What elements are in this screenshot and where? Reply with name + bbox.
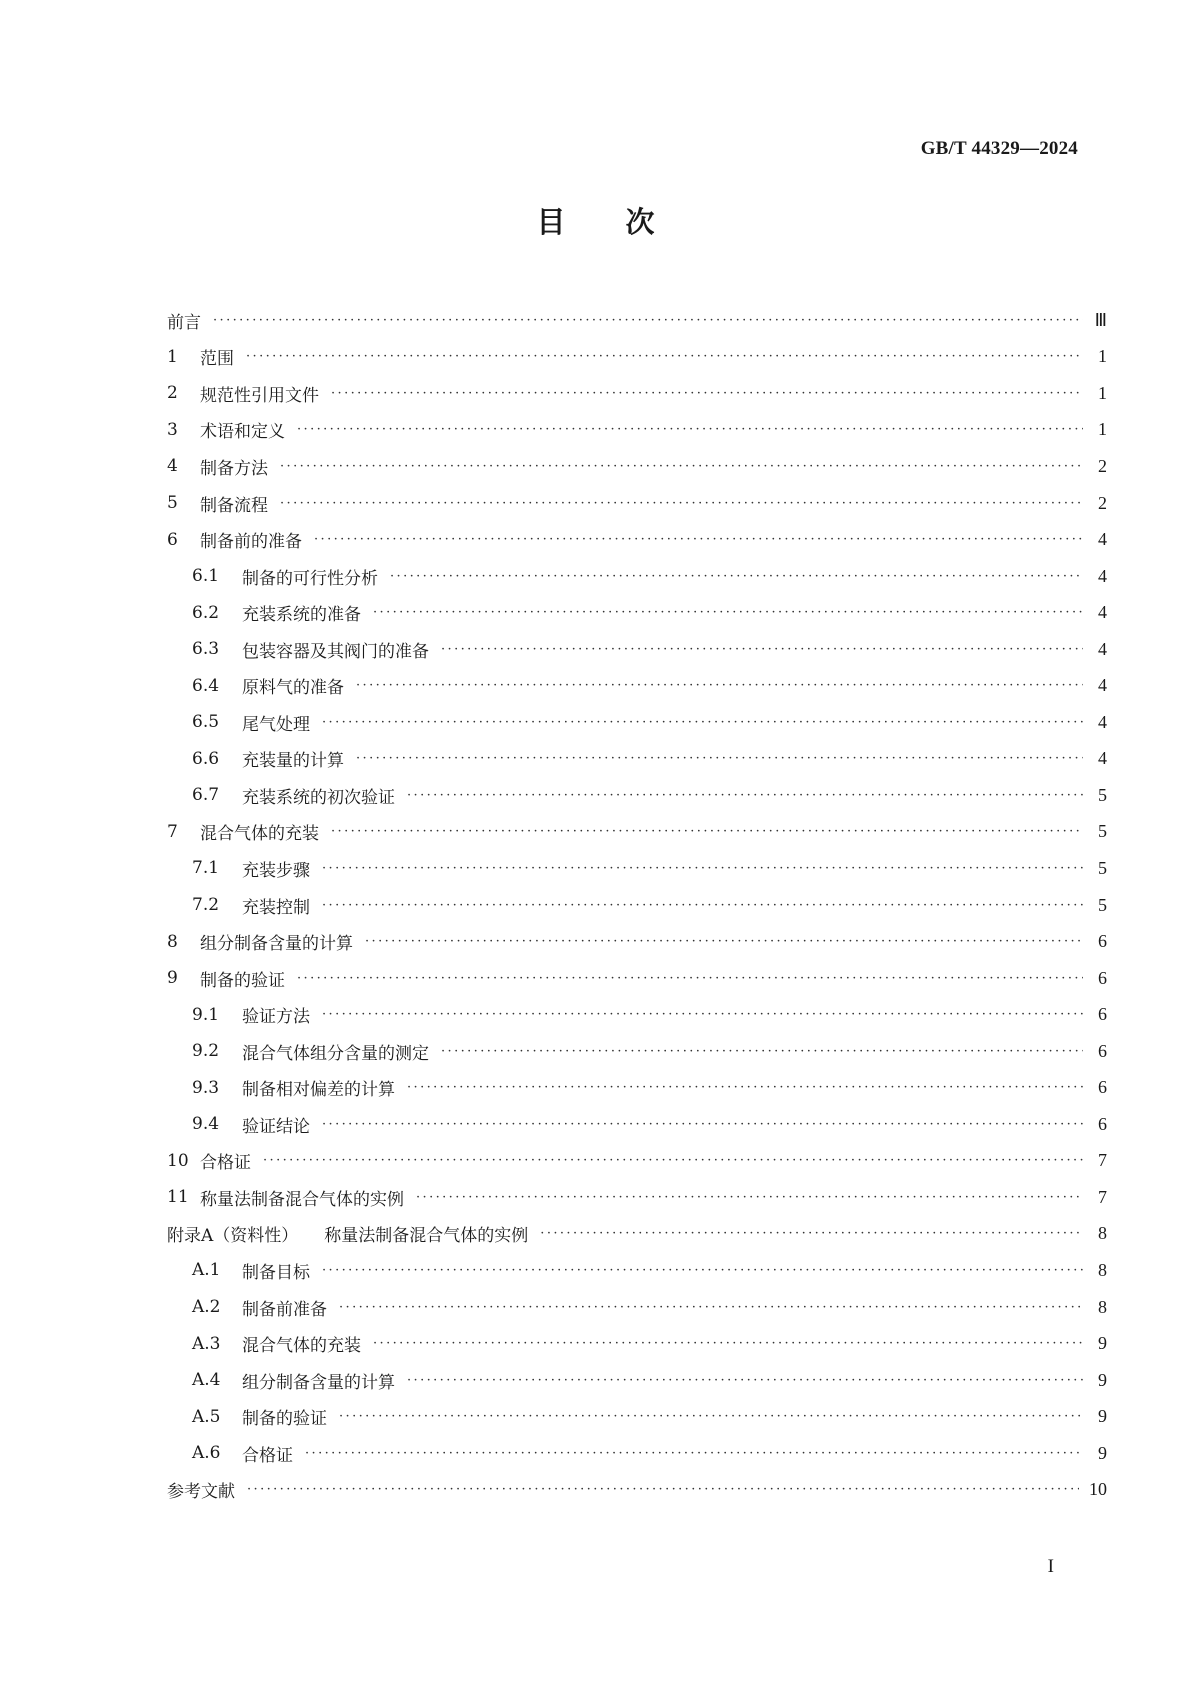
toc-entry-number: A.1 [192,1260,221,1281]
toc-entry-number: 附录A（资料性） [167,1226,299,1247]
toc-entry[interactable] [167,1398,1107,1435]
toc-leader-dots [331,386,1083,401]
toc-leader-dots [322,1117,1083,1132]
toc-entry-page: 5 [1098,821,1107,842]
toc-entry-label: 充装系统的准备 [242,605,361,626]
toc-entry-number: A.4 [192,1370,221,1391]
toc-leader-dots [280,459,1083,474]
toc-entry-page: 9 [1098,1333,1107,1354]
toc-entry-number: A.3 [192,1333,221,1354]
toc-leader-dots [305,1446,1083,1461]
toc-entry-number: 10 [167,1150,189,1171]
toc-entry[interactable] [167,1472,1107,1509]
toc-entry-page: 8 [1098,1296,1107,1317]
toc-entry-page: 1 [1098,419,1107,440]
toc-leader-dots [390,569,1083,584]
toc-entry-label: 制备的验证 [200,970,285,991]
toc-entry-number: 1 [167,346,178,367]
toc-leader-dots [246,349,1083,364]
toc-entry-number: 8 [167,931,178,952]
toc-entry-page: 9 [1098,1369,1107,1390]
toc-entry-page: 7 [1098,1186,1107,1207]
toc-entry[interactable] [167,521,1107,558]
toc-entry[interactable] [167,1069,1107,1106]
toc-entry-page: 5 [1098,857,1107,878]
toc-entry-number: 6.2 [192,602,220,623]
table-of-contents [167,302,1107,1508]
toc-entry[interactable] [167,1179,1107,1216]
toc-entry-number: 9.4 [192,1114,220,1135]
toc-entry-page: 5 [1098,894,1107,915]
toc-leader-dots [441,1044,1083,1059]
toc-entry-number: 9.1 [192,1004,220,1025]
toc-entry[interactable] [167,302,1107,339]
toc-entry[interactable] [167,339,1107,376]
toc-leader-dots [322,715,1083,730]
toc-entry-label: 制备前准备 [242,1299,327,1320]
toc-entry-label: 参考文献 [167,1482,235,1503]
toc-entry-number: 7.2 [192,895,220,916]
toc-entry-page: 2 [1098,492,1107,513]
toc-leader-dots [416,1190,1083,1205]
toc-entry-number: A.6 [192,1443,221,1464]
toc-entry-label: 制备目标 [242,1262,310,1283]
toc-entry-page: 6 [1098,1004,1107,1025]
toc-entry-page: 5 [1098,784,1107,805]
toc-entry-page: 4 [1098,711,1107,732]
toc-entry-page: 6 [1098,967,1107,988]
toc-entry-label: 规范性引用文件 [200,385,319,406]
toc-entry-label: 验证结论 [242,1116,310,1137]
toc-entry-number: A.2 [192,1297,221,1318]
toc-entry-page: 6 [1098,1077,1107,1098]
toc-entry[interactable] [167,1143,1107,1180]
toc-entry-label: 混合气体组分含量的测定 [242,1043,429,1064]
toc-entry-label: 制备流程 [200,495,268,516]
toc-entry-page: 4 [1098,529,1107,550]
toc-entry[interactable] [167,1325,1107,1362]
toc-leader-dots [339,1300,1083,1315]
toc-entry-number: 6.7 [192,785,220,806]
toc-leader-dots [407,1373,1083,1388]
toc-entry[interactable] [167,960,1107,997]
toc-leader-dots [297,422,1083,437]
toc-leader-dots [441,642,1083,657]
toc-entry-page: 4 [1098,565,1107,586]
toc-entry-page: 1 [1098,382,1107,403]
toc-entry-label: 制备相对偏差的计算 [242,1080,395,1101]
toc-leader-dots [373,1336,1083,1351]
toc-entry-label: 制备方法 [200,458,268,479]
toc-entry-number: 6.1 [192,566,220,587]
toc-entry-label: 范围 [200,349,234,370]
toc-entry-page: 8 [1098,1259,1107,1280]
toc-leader-dots [365,934,1083,949]
toc-entry-page: Ⅲ [1094,309,1107,330]
toc-entry-label: 混合气体的充装 [242,1336,361,1357]
toc-entry-number: A.5 [192,1406,221,1427]
toc-entry-page: 4 [1098,748,1107,769]
toc-leader-dots [407,1080,1083,1095]
toc-leader-dots [407,788,1083,803]
toc-leader-dots [331,824,1083,839]
toc-entry[interactable] [167,1289,1107,1326]
toc-entry[interactable] [167,631,1107,668]
toc-entry-label: 合格证 [200,1153,251,1174]
toc-leader-dots [314,532,1083,547]
toc-entry-number: 7.1 [192,858,220,879]
toc-entry-number: 7 [167,821,178,842]
toc-entry-number: 4 [167,456,178,477]
toc-entry-label: 充装步骤 [242,860,310,881]
toc-leader-dots [322,1007,1083,1022]
toc-entry[interactable] [167,1362,1107,1399]
toc-entry-label: 合格证 [242,1445,293,1466]
toc-entry-page: 4 [1098,638,1107,659]
toc-entry-label: 充装控制 [242,897,310,918]
toc-entry-label: 混合气体的充装 [200,824,319,845]
toc-entry[interactable] [167,887,1107,924]
toc-entry[interactable] [167,777,1107,814]
standard-code: GB/T 44329—2024 [920,138,1078,159]
toc-entry-label: 制备前的准备 [200,532,302,553]
toc-entry[interactable] [167,741,1107,778]
toc-entry[interactable] [167,558,1107,595]
toc-entry-number: 6 [167,529,178,550]
toc-leader-dots [322,898,1083,913]
toc-entry[interactable] [167,1033,1107,1070]
toc-leader-dots [247,1482,1079,1497]
toc-entry-number: 2 [167,383,178,404]
toc-entry-label: 验证方法 [242,1007,310,1028]
page-number: I [1047,1556,1054,1577]
toc-entry-page: 6 [1098,931,1107,952]
toc-entry-number: 9 [167,968,178,989]
toc-leader-dots [322,861,1083,876]
toc-entry-label: 组分制备含量的计算 [242,1372,395,1393]
toc-entry-page: 10 [1089,1479,1107,1500]
toc-entry-page: 8 [1098,1223,1107,1244]
toc-entry[interactable] [167,1106,1107,1143]
toc-entry[interactable] [167,412,1107,449]
toc-entry-page: 4 [1098,602,1107,623]
toc-entry-page: 4 [1098,675,1107,696]
toc-entry-label: 术语和定义 [200,422,285,443]
toc-entry[interactable] [167,485,1107,522]
toc-entry[interactable] [167,375,1107,412]
toc-entry-label: 前言 [167,312,201,333]
toc-entry-label: 原料气的准备 [242,678,344,699]
toc-entry-page: 6 [1098,1113,1107,1134]
toc-entry[interactable] [167,996,1107,1033]
toc-leader-dots [373,605,1083,620]
toc-entry-label: 充装系统的初次验证 [242,787,395,808]
toc-entry-label: 制备的可行性分析 [242,568,378,589]
toc-entry-label: 尾气处理 [242,714,310,735]
toc-entry-page: 9 [1098,1442,1107,1463]
toc-entry-number: 3 [167,419,178,440]
toc-leader-dots [213,313,1083,328]
toc-entry[interactable] [167,1252,1107,1289]
toc-entry[interactable] [167,594,1107,631]
toc-leader-dots [322,1263,1083,1278]
toc-entry-label: 制备的验证 [242,1409,327,1430]
toc-entry-number: 6.3 [192,639,220,660]
toc-leader-dots [356,678,1083,693]
toc-entry[interactable] [167,1216,1107,1253]
toc-entry-number: 6.4 [192,675,220,696]
toc-entry-number: 11 [167,1187,189,1208]
toc-entry[interactable] [167,850,1107,887]
toc-entry-number: 9.3 [192,1077,220,1098]
toc-entry-label: 充装量的计算 [242,751,344,772]
toc-entry-number: 9.2 [192,1041,220,1062]
toc-entry[interactable] [167,923,1107,960]
toc-leader-dots [280,496,1083,511]
toc-entry-page: 7 [1098,1150,1107,1171]
toc-leader-dots [297,971,1083,986]
toc-entry-page: 6 [1098,1040,1107,1061]
toc-entry[interactable] [167,448,1107,485]
toc-entry-label: 称量法制备混合气体的实例 [324,1226,529,1247]
toc-entry[interactable] [167,1435,1107,1472]
page-title: 目次 [536,205,715,239]
toc-entry-number: 6.5 [192,712,220,733]
toc-leader-dots [339,1409,1083,1424]
toc-entry-label: 称量法制备混合气体的实例 [200,1189,404,1210]
toc-leader-dots [263,1153,1083,1168]
toc-leader-dots [540,1226,1083,1241]
toc-entry-number: 6.6 [192,748,220,769]
toc-entry-page: 1 [1098,346,1107,367]
toc-entry-page: 9 [1098,1406,1107,1427]
toc-entry[interactable] [167,667,1107,704]
toc-entry-page: 2 [1098,455,1107,476]
toc-entry-number: 5 [167,493,178,513]
toc-entry[interactable] [167,814,1107,851]
toc-leader-dots [356,751,1083,766]
toc-entry-label: 组分制备含量的计算 [200,934,353,955]
toc-entry[interactable] [167,704,1107,741]
toc-entry-label: 包装容器及其阀门的准备 [242,641,429,662]
